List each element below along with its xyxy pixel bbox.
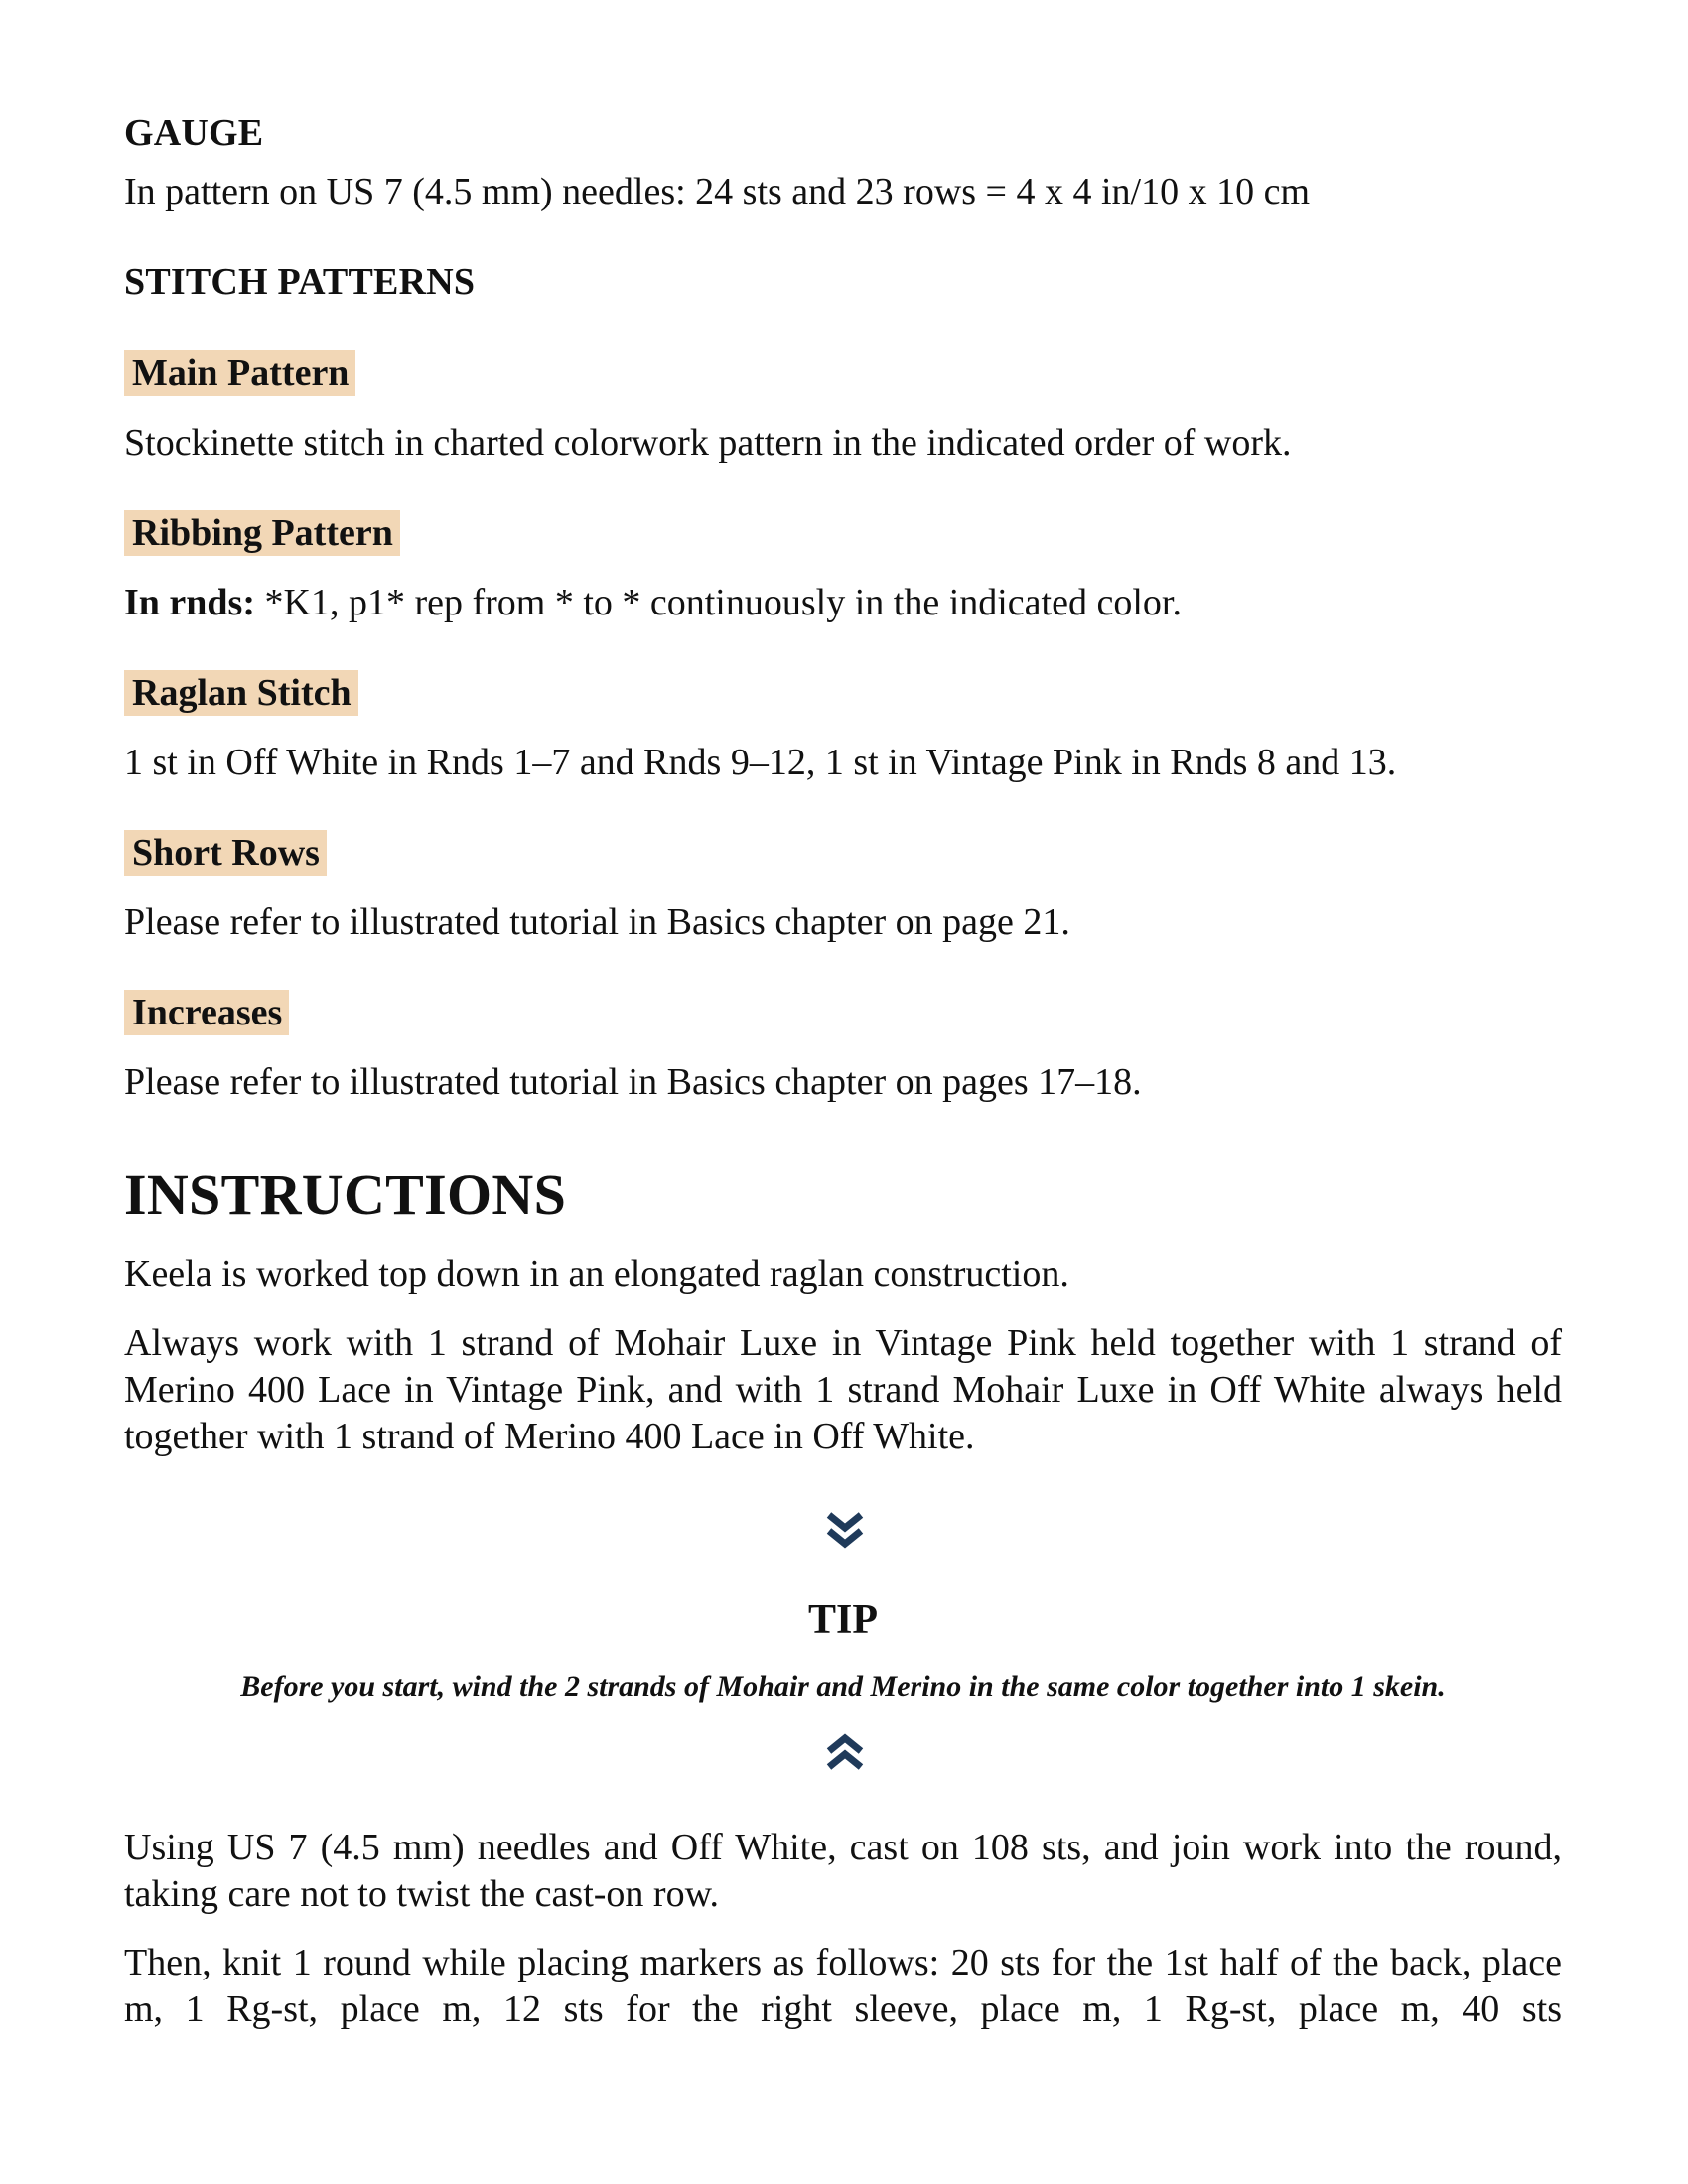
raglan-stitch-label: Raglan Stitch <box>124 670 358 716</box>
gauge-heading: GAUGE <box>124 112 264 154</box>
raglan-stitch-text: 1 st in Off White in Rnds 1–7 and Rnds 9–12, 1 st in Vintage Pink in Rnds 8 and 13. <box>124 742 1397 783</box>
double-chevron-up-icon <box>823 1729 867 1773</box>
tip-text: Before you start, wind the 2 strands of Mohair and Merino in the same color together into 1 skein. <box>240 1670 1446 1703</box>
markers-paragraph: Then, knit 1 round while placing markers as follows: 20 sts for the 1st half of the back, place m, 1 Rg-st, place m, 12 sts for the right sleeve, place m, 1 Rg-st, place m, 40 sts <box>124 1942 1562 2030</box>
increases-text: Please refer to illustrated tutorial in Basics chapter on pages 17–18. <box>124 1061 1142 1103</box>
ribbing-lead: In rnds: <box>124 582 255 623</box>
tip-title: TIP <box>807 1597 878 1643</box>
stitch-patterns-heading: STITCH PATTERNS <box>124 261 476 303</box>
instructions-yarn-paragraph: Always work with 1 strand of Mohair Luxe in Vintage Pink held together with 1 strand of Merino 400 Lace in Vintage Pink, and with 1 strand Mohair Luxe in Off White always held together with 1 strand of Merino 400 Lace in Off White. <box>124 1322 1562 1457</box>
ribbing-pattern-text <box>124 580 1182 626</box>
gauge-text: In pattern on US 7 (4.5 mm) needles: 24 sts and 23 rows = 4 x 4 in/10 x 10 cm <box>124 171 1311 212</box>
main-pattern-label: Main Pattern <box>124 350 355 396</box>
main-pattern-text: Stockinette stitch in charted colorwork pattern in the indicated order of work. <box>124 422 1292 464</box>
ribbing-pattern-label: Ribbing Pattern <box>124 510 400 556</box>
increases-label: Increases <box>124 990 289 1035</box>
cast-on-paragraph: Using US 7 (4.5 mm) needles and Off White, cast on 108 sts, and join work into the round, taking care not to twist the cast-on row. <box>124 1827 1562 1915</box>
short-rows-text: Please refer to illustrated tutorial in Basics chapter on page 21. <box>124 901 1070 943</box>
double-chevron-down-icon <box>823 1509 867 1553</box>
short-rows-label: Short Rows <box>124 830 327 876</box>
ribbing-body: *K1, p1* rep from * to * continuously in the indicated color. <box>255 582 1182 623</box>
instructions-heading: INSTRUCTIONS <box>124 1162 567 1227</box>
instructions-intro: Keela is worked top down in an elongated raglan construction. <box>124 1253 1069 1295</box>
